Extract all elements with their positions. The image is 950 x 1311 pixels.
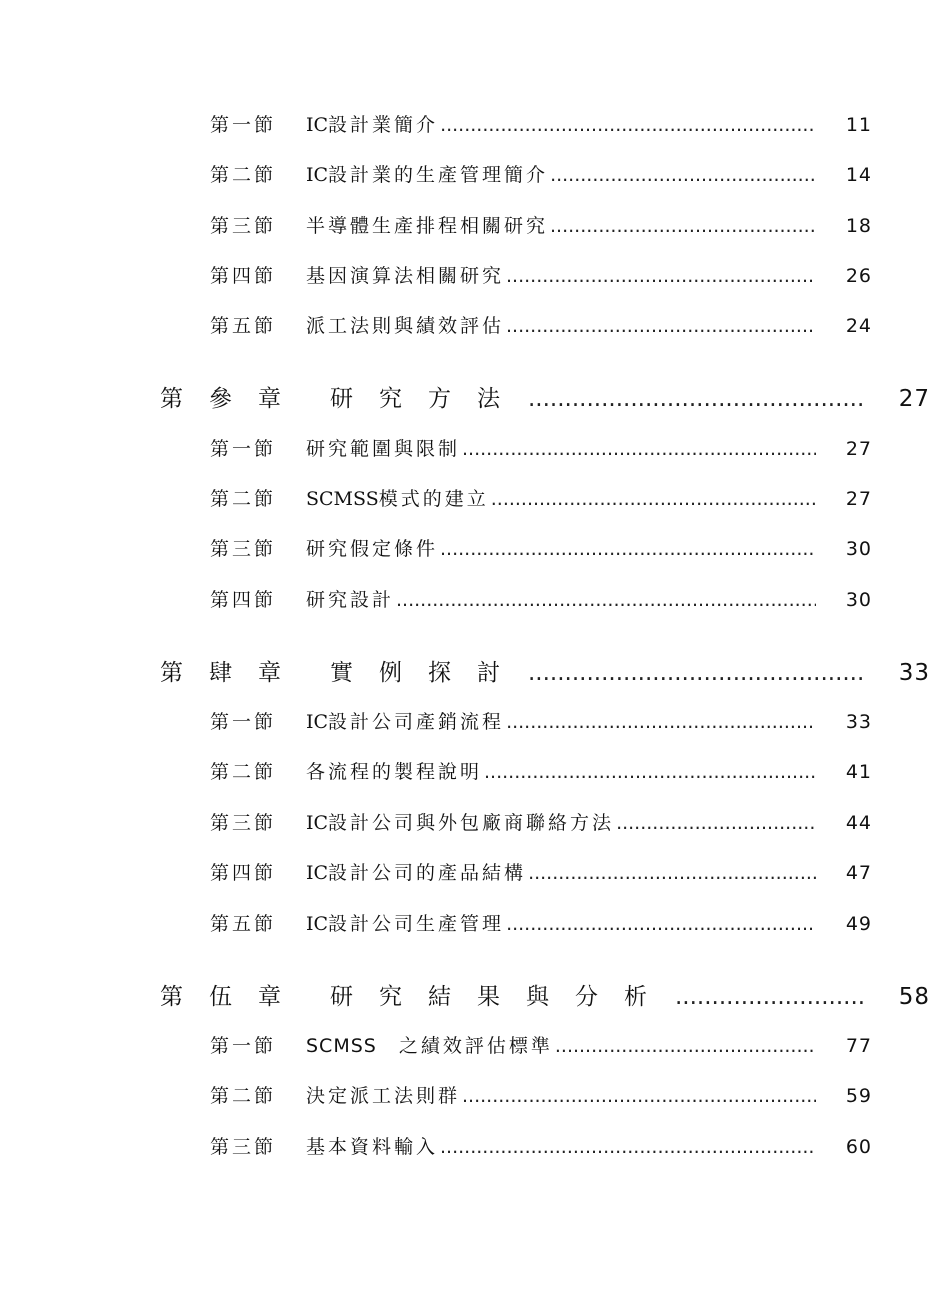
page-number: 18 — [845, 215, 872, 237]
toc-section-entry — [210, 160, 872, 190]
section-title — [306, 707, 504, 734]
dot-leader — [528, 660, 866, 686]
title-text: 之績效評估標準 — [398, 1035, 553, 1057]
dot-leader — [462, 438, 816, 460]
toc-section-entry — [210, 1031, 872, 1061]
page-number: 60 — [845, 1136, 872, 1158]
section-label: 第三節 — [210, 812, 277, 834]
title-text: 設計業簡介 — [328, 114, 439, 136]
page-number: 27 — [845, 438, 872, 460]
dot-leader — [506, 265, 816, 287]
section-title — [306, 858, 526, 885]
page-number: 41 — [845, 761, 872, 783]
title-latin-prefix: IC — [306, 711, 329, 733]
title-text: 研究假定條件 — [306, 538, 439, 560]
toc-section-entry — [210, 534, 872, 564]
title-text: 設計公司的產品結構 — [328, 862, 527, 884]
section-title — [306, 909, 504, 936]
section-title — [306, 1031, 553, 1058]
dot-leader — [506, 711, 816, 733]
dot-leader — [555, 1035, 816, 1057]
page-number: 49 — [845, 913, 872, 935]
toc-section-entry — [210, 261, 872, 291]
page-number: 47 — [845, 862, 872, 884]
toc-section-entry — [210, 858, 872, 888]
section-title — [306, 534, 438, 561]
section-label: 第一節 — [210, 114, 277, 136]
dot-leader — [440, 1136, 816, 1158]
toc-section-entry — [210, 110, 872, 140]
section-title — [306, 484, 489, 511]
dot-leader — [462, 1085, 816, 1107]
title-latin-prefix: IC — [306, 862, 329, 884]
chapter-label: 第肆章 — [160, 660, 307, 686]
section-title — [306, 757, 482, 784]
page-number: 33 — [845, 711, 872, 733]
title-text: 派工法則與績效評估 — [306, 315, 505, 337]
section-title — [306, 311, 504, 338]
section-title — [306, 110, 438, 137]
page-number: 11 — [845, 114, 872, 136]
dot-leader — [491, 488, 816, 510]
section-label: 第四節 — [210, 265, 277, 287]
dot-leader — [396, 589, 816, 611]
toc-section-entry — [210, 585, 872, 615]
page-number: 30 — [845, 538, 872, 560]
page-number: 59 — [845, 1085, 872, 1107]
toc-section-entry — [210, 211, 872, 241]
section-label: 第四節 — [210, 862, 277, 884]
title-text: 研究結果與分析 — [330, 984, 673, 1010]
page-number: 33 — [898, 660, 930, 686]
page-number: 44 — [845, 812, 872, 834]
dot-leader — [506, 913, 816, 935]
section-label: 第二節 — [210, 488, 277, 510]
page-number: 77 — [845, 1035, 872, 1057]
title-text: 基因演算法相關研究 — [306, 265, 505, 287]
toc-section-entry — [210, 311, 872, 341]
chapter-label: 第伍章 — [160, 984, 307, 1010]
page-number: 58 — [898, 984, 930, 1010]
section-title — [306, 808, 614, 835]
chapter-title — [330, 380, 526, 413]
title-text: 基本資料輸入 — [306, 1136, 439, 1158]
section-label: 第一節 — [210, 438, 277, 460]
toc-section-entry — [210, 1081, 872, 1111]
dot-leader — [506, 315, 816, 337]
section-title — [306, 1132, 438, 1159]
page-number: 14 — [845, 164, 872, 186]
dot-leader — [675, 984, 866, 1010]
title-latin-prefix: SCMSS — [306, 1035, 377, 1057]
toc-section-entry — [210, 707, 872, 737]
title-latin-prefix: SCMSS — [306, 488, 379, 510]
title-text: 模式的建立 — [378, 488, 489, 510]
title-text: 研究範圍與限制 — [306, 438, 461, 460]
section-title — [306, 211, 548, 238]
section-label: 第三節 — [210, 215, 277, 237]
title-latin-prefix: IC — [306, 114, 329, 136]
toc-section-entry — [210, 1132, 872, 1162]
title-text: 決定派工法則群 — [306, 1085, 461, 1107]
toc-section-entry — [210, 757, 872, 787]
section-title — [306, 1081, 460, 1108]
title-text: 設計業的生產管理簡介 — [328, 164, 549, 186]
title-text: 研究方法 — [330, 386, 526, 412]
title-text: 各流程的製程說明 — [306, 761, 483, 783]
dot-leader — [528, 862, 816, 884]
dot-leader — [484, 761, 816, 783]
toc-section-entry — [210, 909, 872, 939]
page-number: 27 — [845, 488, 872, 510]
title-text: 設計公司與外包廠商聯絡方法 — [328, 812, 615, 834]
section-label: 第二節 — [210, 761, 277, 783]
page-number: 24 — [845, 315, 872, 337]
title-text: 設計公司生產管理 — [328, 913, 505, 935]
toc-chapter-entry — [160, 978, 930, 1014]
title-text: 研究設計 — [306, 589, 395, 611]
section-label: 第五節 — [210, 913, 277, 935]
page-number: 27 — [898, 386, 930, 412]
chapter-title — [330, 978, 673, 1011]
toc-section-entry — [210, 434, 872, 464]
title-latin-prefix: IC — [306, 164, 329, 186]
title-text: 半導體生產排程相關研究 — [306, 215, 549, 237]
page-number: 26 — [845, 265, 872, 287]
section-title — [306, 160, 548, 187]
title-latin-prefix: IC — [306, 812, 329, 834]
title-text: 設計公司產銷流程 — [328, 711, 505, 733]
section-label: 第一節 — [210, 1035, 277, 1057]
section-label: 第二節 — [210, 164, 277, 186]
section-label: 第五節 — [210, 315, 277, 337]
chapter-title — [330, 654, 526, 687]
section-label: 第三節 — [210, 1136, 277, 1158]
section-title — [306, 434, 460, 461]
section-title — [306, 585, 394, 612]
title-latin-prefix: IC — [306, 913, 329, 935]
dot-leader — [440, 114, 816, 136]
toc-chapter-entry — [160, 380, 930, 416]
section-label: 第四節 — [210, 589, 277, 611]
section-label: 第二節 — [210, 1085, 277, 1107]
chapter-label: 第參章 — [160, 386, 307, 412]
section-title — [306, 261, 504, 288]
section-label: 第一節 — [210, 711, 277, 733]
section-label: 第三節 — [210, 538, 277, 560]
dot-leader — [528, 386, 866, 412]
toc-chapter-entry — [160, 654, 930, 690]
toc-section-entry — [210, 808, 872, 838]
title-text: 實例探討 — [330, 660, 526, 686]
dot-leader — [616, 812, 816, 834]
toc-section-entry — [210, 484, 872, 514]
dot-leader — [440, 538, 816, 560]
dot-leader — [550, 164, 816, 186]
page-number: 30 — [845, 589, 872, 611]
dot-leader — [550, 215, 816, 237]
